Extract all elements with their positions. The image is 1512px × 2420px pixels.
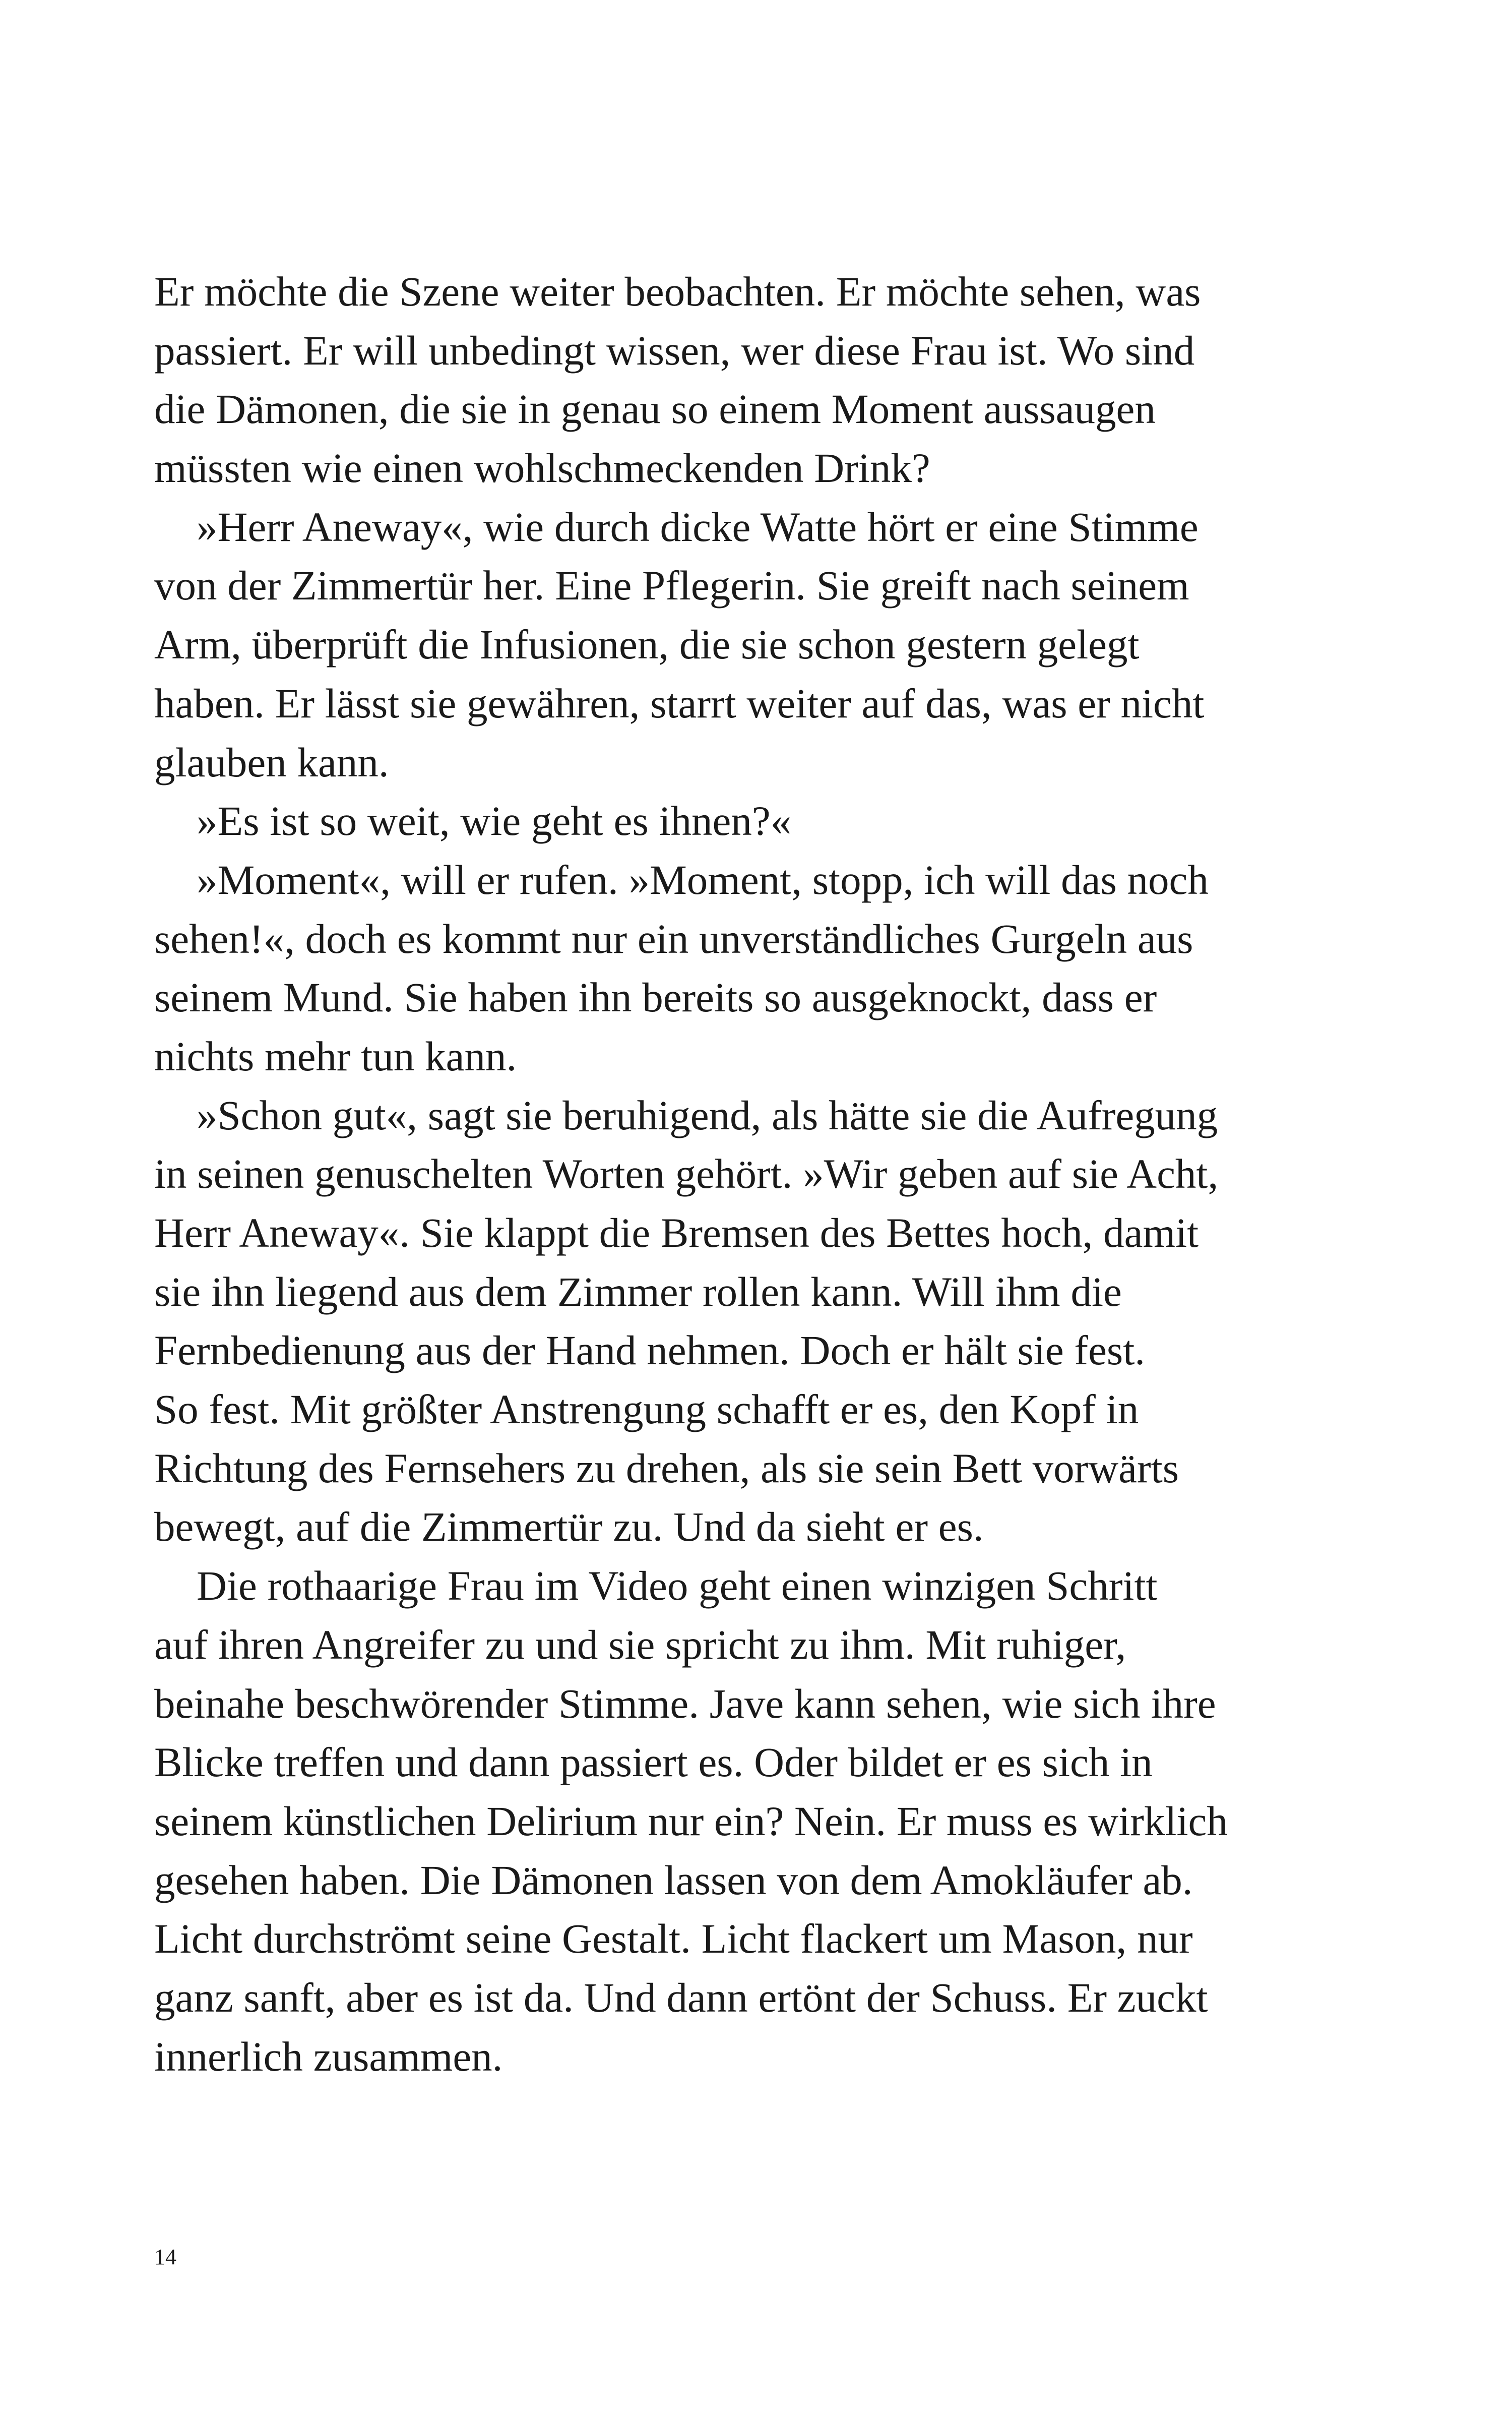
text-line: auf ihren Angreifer zu und sie spricht zu ihm. Mit ruhiger, xyxy=(154,1621,1126,1668)
paragraph xyxy=(154,851,1283,1086)
text-line: innerlich zusammen. xyxy=(154,2033,503,2080)
text-line: Blicke treffen und dann passiert es. Oder bildet er es sich in xyxy=(154,1739,1153,1786)
text-line: Er möchte die Szene weiter beobachten. Er möchte sehen, was xyxy=(154,268,1201,315)
text-line: Herr Aneway«. Sie klappt die Bremsen des Bettes hoch, damit xyxy=(154,1209,1199,1256)
paragraph xyxy=(154,1556,1283,2086)
text-line: beinahe beschwörender Stimme. Jave kann sehen, wie sich ihre xyxy=(154,1680,1216,1727)
text-line: gesehen haben. Die Dämonen lassen von dem Amokläufer ab. xyxy=(154,1856,1193,1903)
paragraph xyxy=(154,262,1283,498)
text-line: Die rothaarige Frau im Video geht einen winzigen Schritt xyxy=(197,1562,1158,1609)
text-line: »Moment«, will er rufen. »Moment, stopp, ich will das noch xyxy=(197,856,1209,903)
text-line: Arm, überprüft die Infusionen, die sie schon gestern gelegt xyxy=(154,621,1140,668)
text-line: »Es ist so weit, wie geht es ihnen?« xyxy=(197,798,792,844)
paragraph xyxy=(154,498,1283,792)
text-line: passiert. Er will unbedingt wissen, wer diese Frau ist. Wo sind xyxy=(154,327,1195,374)
text-line: sie ihn liegend aus dem Zimmer rollen kann. Will ihm die xyxy=(154,1268,1122,1315)
text-line: seinem Mund. Sie haben ihn bereits so ausgeknockt, dass er xyxy=(154,974,1157,1021)
text-line: die Dämonen, die sie in genau so einem Moment aussaugen xyxy=(154,386,1156,433)
text-line: »Herr Aneway«, wie durch dicke Watte hört er eine Stimme xyxy=(197,503,1199,550)
text-line: sehen!«, doch es kommt nur ein unverständliches Gurgeln aus xyxy=(154,915,1193,962)
text-line: nichts mehr tun kann. xyxy=(154,1033,517,1079)
text-line: Licht durchströmt seine Gestalt. Licht flackert um Mason, nur xyxy=(154,1915,1193,1962)
text-line: von der Zimmertür her. Eine Pflegerin. Sie greift nach seinem xyxy=(154,562,1189,609)
text-line: seinem künstlichen Delirium nur ein? Nein. Er muss es wirklich xyxy=(154,1797,1228,1844)
paragraph xyxy=(154,1086,1283,1557)
text-line: bewegt, auf die Zimmertür zu. Und da sieht er es. xyxy=(154,1503,984,1550)
text-line: »Schon gut«, sagt sie beruhigend, als hätte sie die Aufregung xyxy=(197,1092,1218,1138)
text-line: glauben kann. xyxy=(154,739,389,785)
text-line: müssten wie einen wohlschmeckenden Drink? xyxy=(154,445,930,492)
page-number: 14 xyxy=(154,2245,176,2269)
text-line: in seinen genuschelten Worten gehört. »Wir geben auf sie Acht, xyxy=(154,1151,1219,1197)
body-text xyxy=(154,262,1283,2086)
paragraph xyxy=(154,792,1283,851)
text-line: haben. Er lässt sie gewähren, starrt weiter auf das, was er nicht xyxy=(154,680,1205,727)
text-line: So fest. Mit größter Anstrengung schafft er es, den Kopf in xyxy=(154,1386,1139,1433)
text-line: Fernbedienung aus der Hand nehmen. Doch er hält sie fest. xyxy=(154,1327,1146,1374)
text-line: ganz sanft, aber es ist da. Und dann ertönt der Schuss. Er zuckt xyxy=(154,1974,1208,2021)
text-line: Richtung des Fernsehers zu drehen, als sie sein Bett vorwärts xyxy=(154,1444,1179,1491)
